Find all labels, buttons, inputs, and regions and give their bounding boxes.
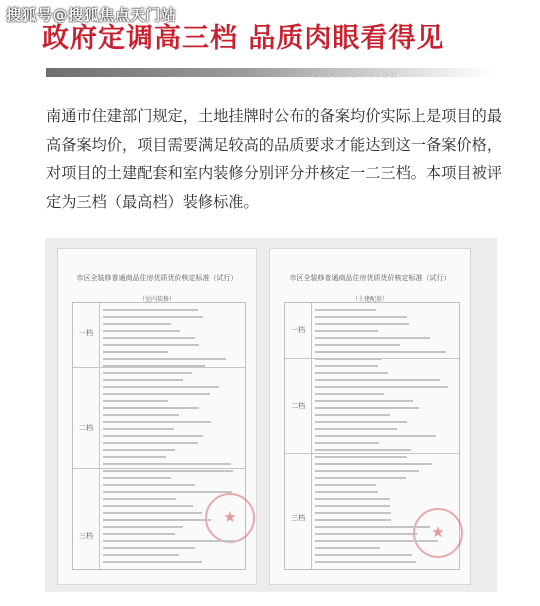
illegible-text-line bbox=[315, 526, 430, 528]
standards-table bbox=[72, 302, 246, 570]
illegible-text-line bbox=[315, 491, 378, 493]
illegible-text-line bbox=[315, 358, 382, 360]
document-subtitle: （土建配套） bbox=[351, 296, 388, 303]
illegible-text-line bbox=[103, 330, 180, 332]
illegible-text-line bbox=[315, 456, 407, 458]
document-title: 市区全装修普通商品住房优质优价核定标准（试行） bbox=[76, 274, 238, 282]
illegible-text-line bbox=[103, 477, 171, 479]
document-title: 市区全装修普通商品住房优质优价核定标准（试行） bbox=[289, 274, 451, 282]
standard-document-construction bbox=[269, 248, 471, 585]
grade-separator bbox=[73, 468, 245, 469]
standards-table bbox=[284, 302, 460, 570]
official-seal-icon bbox=[205, 493, 255, 543]
illegible-text-line bbox=[103, 449, 175, 451]
illegible-text-line bbox=[103, 561, 202, 563]
illegible-text-line bbox=[315, 421, 407, 423]
illegible-text-line bbox=[315, 372, 388, 374]
illegible-text-line bbox=[315, 463, 432, 465]
illegible-text-line bbox=[315, 498, 390, 500]
grade-label: 三档 bbox=[79, 532, 93, 540]
illegible-text-line bbox=[103, 393, 210, 395]
illegible-text-line bbox=[315, 365, 378, 367]
illegible-text-line bbox=[315, 561, 416, 563]
illegible-text-line bbox=[103, 365, 205, 367]
decor-label: CITYMANSION bbox=[312, 72, 401, 80]
illegible-text-line bbox=[315, 442, 379, 444]
illegible-text-line bbox=[103, 428, 174, 430]
illegible-text-line bbox=[315, 323, 409, 325]
illegible-text-line bbox=[315, 470, 419, 472]
illegible-text-line bbox=[103, 498, 176, 500]
illegible-text-line bbox=[315, 477, 406, 479]
illegible-text-line bbox=[315, 449, 411, 451]
illegible-text-line bbox=[315, 386, 448, 388]
illegible-text-line bbox=[103, 414, 179, 416]
illegible-text-line bbox=[103, 323, 171, 325]
illegible-text-line bbox=[103, 512, 202, 514]
illegible-text-line bbox=[315, 540, 438, 542]
body-paragraph: 南通市住建部门规定，土地挂牌时公布的备案均价实际上是项目的最高备案均价，项目需要满足较高的品质要求才能达到这一备案价格，对项目的土建配套和室内装修分别评分并核定一二三档。本项目被评定为三档（最高档）装修标准。 bbox=[46, 107, 502, 211]
illegible-text-line bbox=[103, 491, 232, 493]
illegible-text-line bbox=[103, 421, 211, 423]
grade-label: 三档 bbox=[291, 514, 305, 522]
illegible-text-line bbox=[315, 316, 407, 318]
illegible-text-line bbox=[315, 400, 413, 402]
illegible-text-line bbox=[103, 358, 226, 360]
illegible-text-line bbox=[103, 316, 203, 318]
illegible-text-line bbox=[103, 470, 233, 472]
illegible-text-line bbox=[315, 414, 390, 416]
illegible-text-line bbox=[315, 393, 384, 395]
grade-separator bbox=[73, 367, 245, 368]
illegible-text-line bbox=[315, 484, 376, 486]
illegible-text-line bbox=[103, 442, 198, 444]
table-column-divider bbox=[99, 303, 100, 569]
illegible-text-line bbox=[315, 407, 419, 409]
illegible-text-line bbox=[103, 309, 198, 311]
illegible-text-line bbox=[315, 505, 390, 507]
illegible-text-line bbox=[315, 435, 436, 437]
illegible-text-line bbox=[315, 379, 440, 381]
grade-separator bbox=[285, 453, 459, 454]
page-title: 政府定调高三档 品质肉眼看得见 bbox=[42, 23, 445, 54]
illegible-text-line bbox=[315, 351, 446, 353]
illegible-text-line bbox=[103, 386, 219, 388]
illegible-text-line bbox=[103, 351, 168, 353]
table-column-divider bbox=[311, 303, 312, 569]
illegible-text-line bbox=[103, 456, 166, 458]
illegible-text-line bbox=[103, 540, 234, 542]
illegible-text-line bbox=[103, 554, 179, 556]
illegible-text-line bbox=[315, 337, 430, 339]
document-subtitle: （室内装修） bbox=[138, 296, 175, 303]
illegible-text-line bbox=[103, 463, 231, 465]
illegible-text-line bbox=[103, 484, 195, 486]
illegible-text-line bbox=[103, 407, 199, 409]
standard-document-decoration bbox=[57, 248, 257, 585]
illegible-text-line bbox=[315, 533, 417, 535]
illegible-text-line bbox=[103, 379, 183, 381]
grade-label: 一档 bbox=[291, 326, 305, 334]
illegible-text-line bbox=[315, 428, 397, 430]
illegible-text-line bbox=[315, 547, 380, 549]
illegible-text-line bbox=[315, 344, 400, 346]
illegible-text-line bbox=[103, 400, 168, 402]
source-watermark: 搜狐号@搜狐焦点天门站 bbox=[6, 6, 177, 24]
illegible-text-line bbox=[103, 372, 192, 374]
illegible-text-line bbox=[315, 309, 376, 311]
illegible-text-line bbox=[103, 505, 193, 507]
illegible-text-line bbox=[103, 519, 211, 521]
illegible-text-line bbox=[103, 547, 195, 549]
illegible-text-line bbox=[315, 554, 412, 556]
grade-label: 二档 bbox=[79, 424, 93, 432]
illegible-text-line bbox=[103, 337, 195, 339]
illegible-text-line bbox=[103, 533, 175, 535]
grade-label: 二档 bbox=[291, 402, 305, 410]
illegible-text-line bbox=[103, 526, 183, 528]
document-scan-area bbox=[45, 238, 497, 592]
grade-label: 一档 bbox=[79, 329, 93, 337]
illegible-text-line bbox=[315, 330, 378, 332]
illegible-text-line bbox=[315, 512, 391, 514]
illegible-text-line bbox=[315, 519, 391, 521]
title-underline-bar bbox=[46, 68, 494, 77]
official-seal-icon bbox=[413, 508, 463, 558]
illegible-text-line bbox=[103, 435, 203, 437]
illegible-text-line bbox=[103, 344, 199, 346]
